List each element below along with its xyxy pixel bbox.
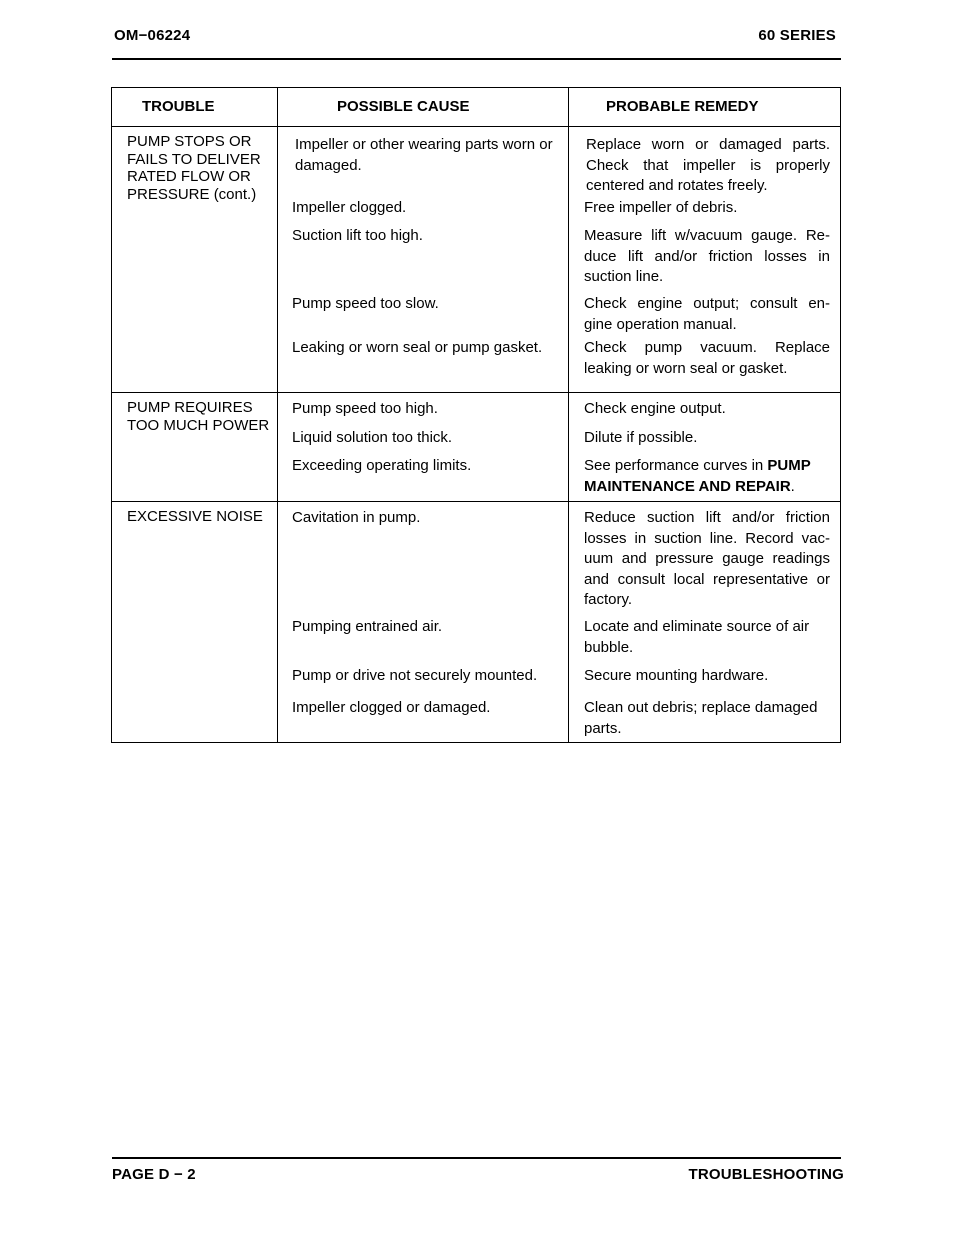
cause-item: Pumping entrained air. xyxy=(292,618,443,635)
remedy-item: Check pump vacuum. Replace leaking or worn seal or gasket. xyxy=(584,339,830,377)
trouble-cell: PUMP REQUIRES TOO MUCH POWER xyxy=(112,393,278,502)
remedy-text: See performance curves in xyxy=(584,457,768,474)
section-title: TROUBLESHOOTING xyxy=(688,1166,844,1183)
remedy-item: Measure lift w/vacuum gauge. Re-duce lift and/or friction losses in suction line. xyxy=(584,227,830,285)
remedy-cell xyxy=(569,393,841,502)
page-number: PAGE D − 2 xyxy=(112,1166,196,1183)
remedy-item: Check engine output; consult en-gine operation manual. xyxy=(584,295,830,333)
column-header-possible-cause: POSSIBLE CAUSE xyxy=(278,88,569,127)
cause-cell xyxy=(278,393,569,502)
remedy-item: Secure mounting hardware. xyxy=(584,667,769,684)
section-reference: PUMP MAINTENANCE AND REPAIR xyxy=(584,457,811,495)
cause-item: Exceeding operating limits. xyxy=(292,457,472,474)
table-row xyxy=(112,393,841,502)
remedy-item: Locate and eliminate source of air bubble. xyxy=(584,618,810,656)
series-label: 60 SERIES xyxy=(758,27,836,44)
header-rule xyxy=(112,58,841,60)
cause-item: Liquid solution too thick. xyxy=(292,429,453,446)
table-row xyxy=(112,502,841,743)
trouble-cell: PUMP STOPS OR FAILS TO DELIVER RATED FLOW OR PRESSURE (cont.) xyxy=(112,127,278,393)
remedy-item: Replace worn or damaged parts. Check that impeller is properly centered and rotates freely. xyxy=(586,136,830,194)
cause-item: Cavitation in pump. xyxy=(292,509,421,526)
cause-item: Suction lift too high. xyxy=(292,227,423,244)
cause-item: Impeller clogged or damaged. xyxy=(292,699,491,716)
cause-cell xyxy=(278,127,569,393)
column-header-probable-remedy: PROBABLE REMEDY xyxy=(569,88,841,127)
remedy-cell xyxy=(569,502,841,743)
remedy-item: Reduce suction lift and/or friction losses in suction line. Record vac-uum and pressure gauge readings and consult local representative or factory. xyxy=(584,509,830,608)
document-number: OM−06224 xyxy=(114,27,191,44)
remedy-item: Dilute if possible. xyxy=(584,429,698,446)
cause-cell xyxy=(278,502,569,743)
remedy-cell xyxy=(569,127,841,393)
column-header-trouble: TROUBLE xyxy=(112,88,278,127)
cause-item: Impeller or other wearing parts worn or damaged. xyxy=(295,136,553,174)
troubleshooting-table xyxy=(111,87,841,743)
remedy-item xyxy=(569,456,840,496)
table-row xyxy=(112,127,841,393)
remedy-text: . xyxy=(790,477,795,495)
cause-item: Impeller clogged. xyxy=(292,199,407,216)
remedy-item: Check engine output. xyxy=(584,400,726,417)
footer-rule xyxy=(112,1157,841,1159)
remedy-item: Free impeller of debris. xyxy=(584,199,738,216)
cause-item: Pump speed too high. xyxy=(292,400,438,417)
cause-item: Pump speed too slow. xyxy=(292,295,439,312)
cause-item: Pump or drive not securely mounted. xyxy=(292,667,538,684)
trouble-cell: EXCESSIVE NOISE xyxy=(112,502,278,743)
cause-item: Leaking or worn seal or pump gasket. xyxy=(292,339,543,356)
table-header-row xyxy=(112,88,841,127)
remedy-item: Clean out debris; replace damaged parts. xyxy=(584,699,818,737)
